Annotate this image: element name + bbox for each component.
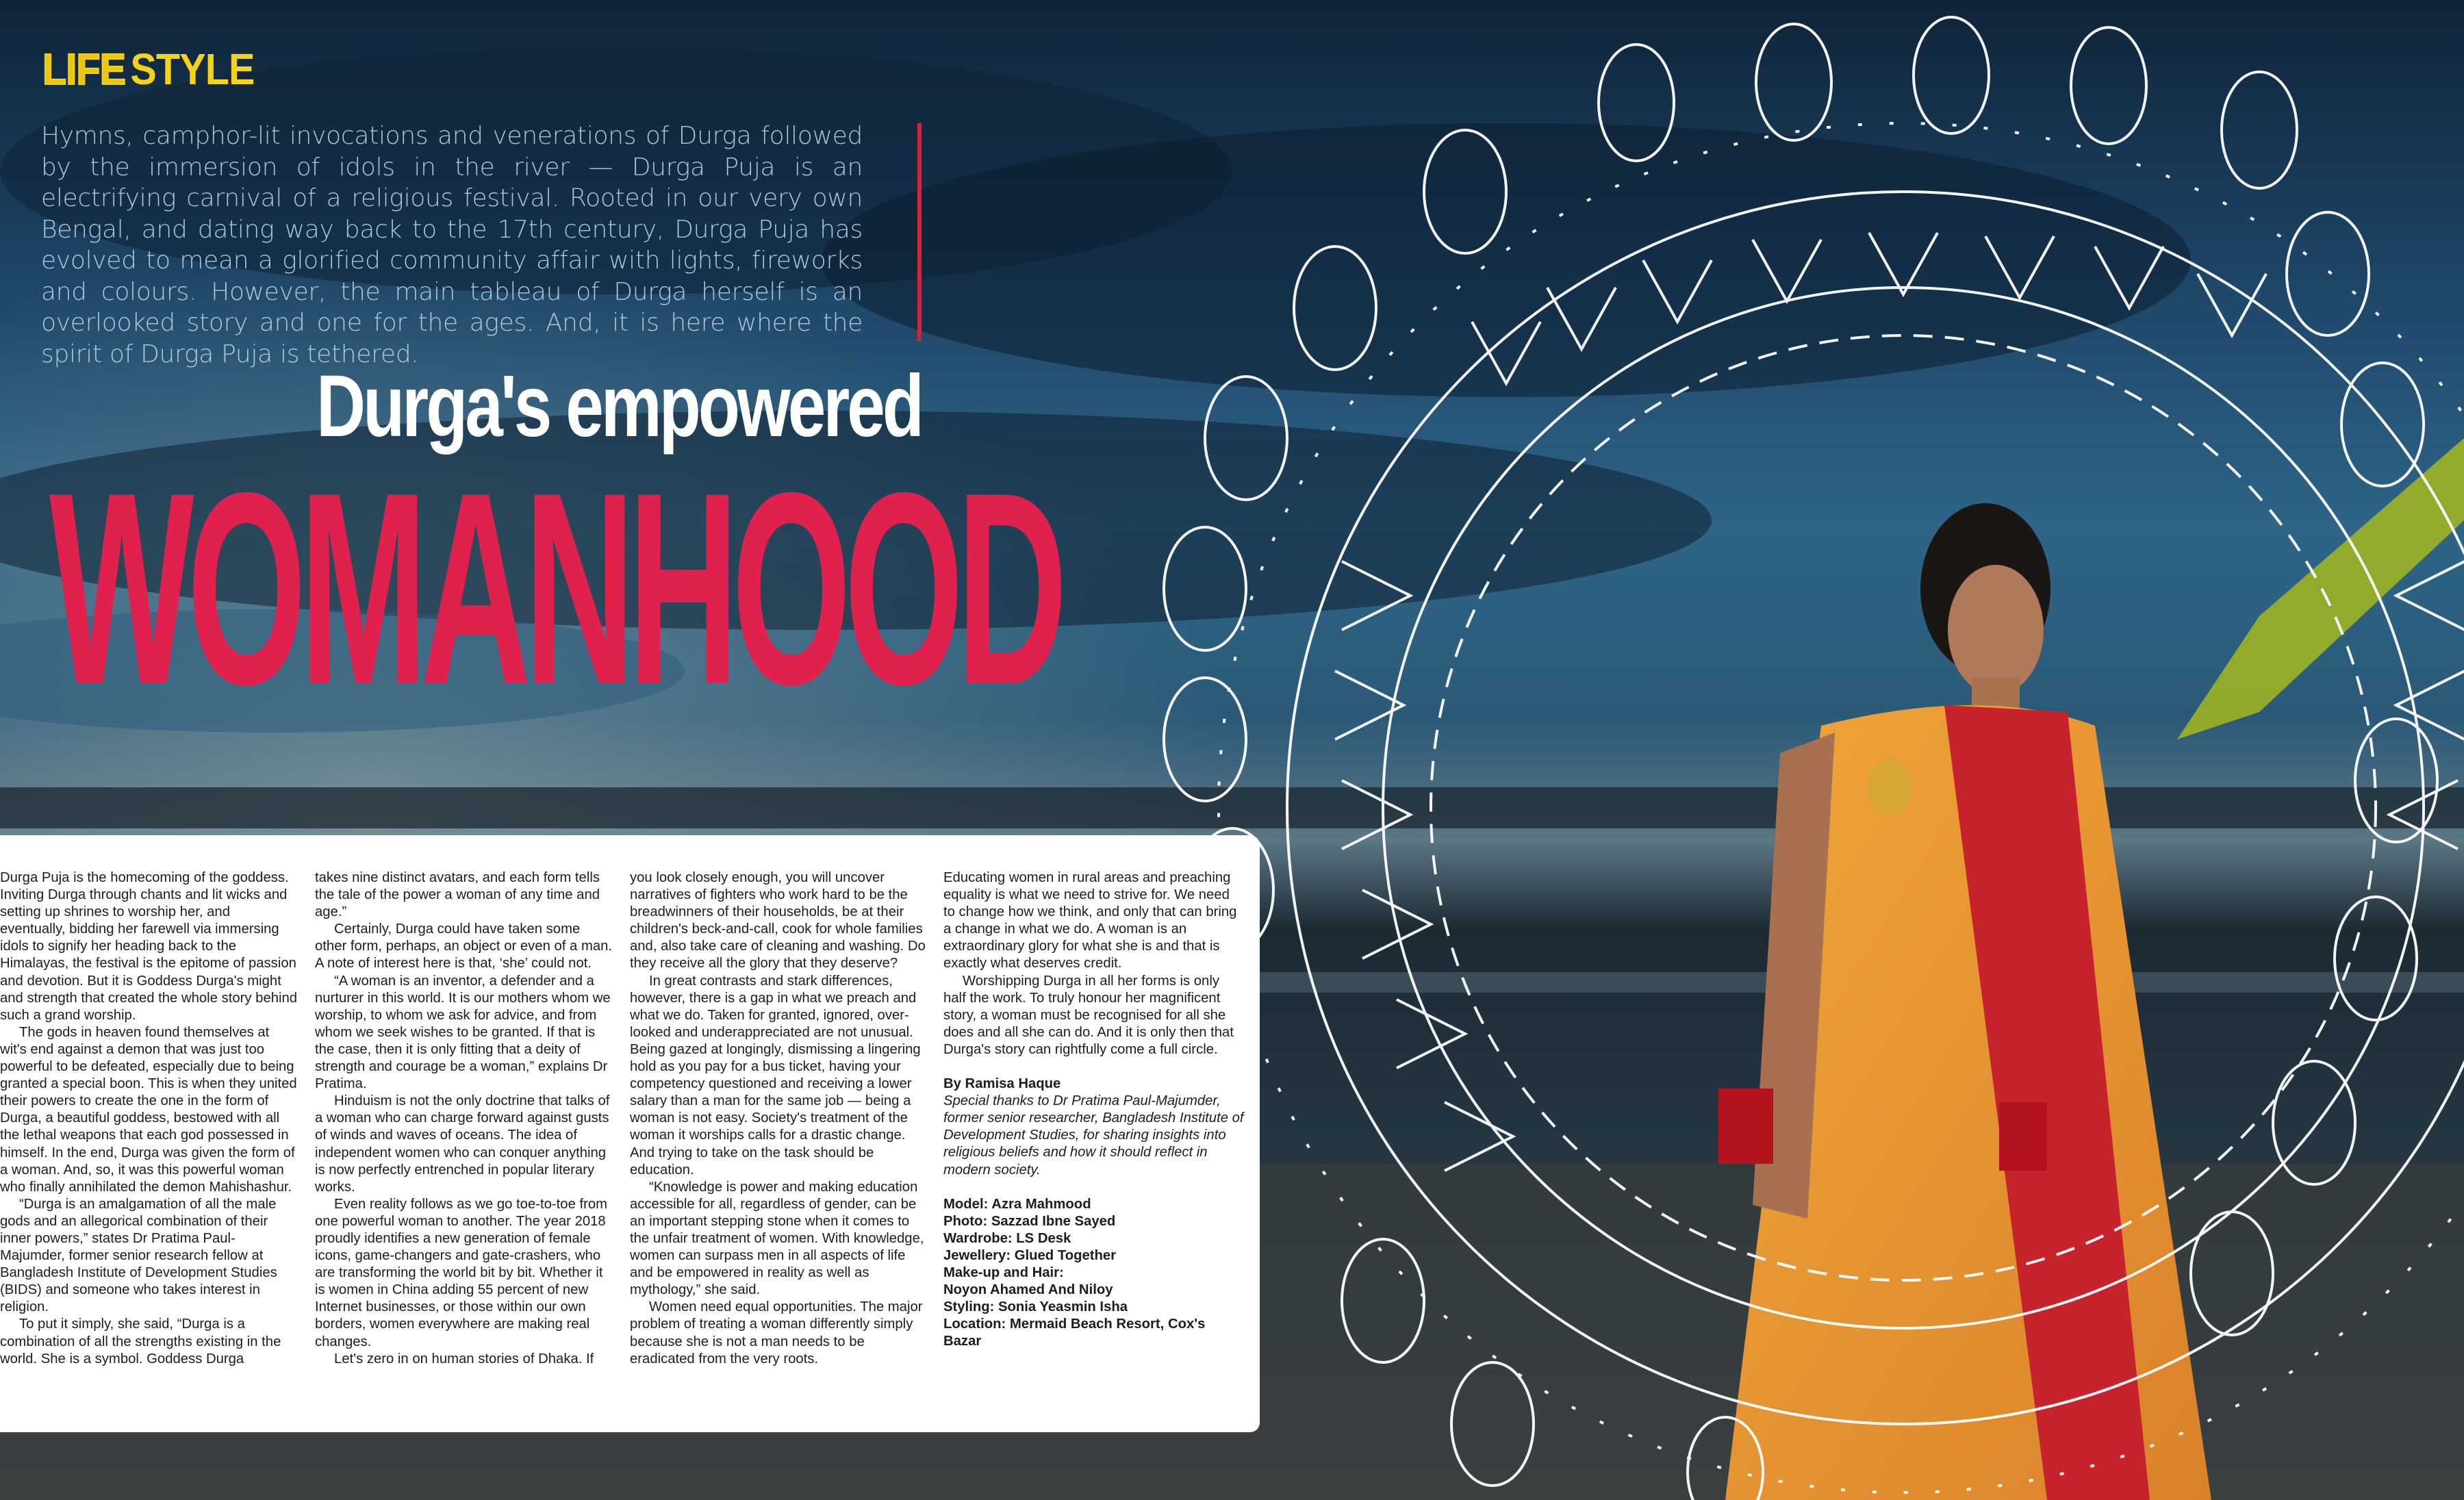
- paragraph: you look closely enough, you will uncover narratives of fighters who work hard to be the breadwinners of their households, be at their children's beck-and-call, cook for whole families and, also take care of cleaning and washing. Do they receive all the glory that they deserve?: [630, 870, 926, 971]
- article-column-2: [315, 869, 613, 1368]
- article-column-4: [943, 869, 1245, 1350]
- author-byline: By Ramisa Haque: [943, 1076, 1061, 1092]
- article-column-3: [630, 869, 928, 1368]
- photo-credits: [943, 1196, 1245, 1351]
- paragraph: “Knowledge is power and making education accessible for all, regardless of gender, can be an important stepping stone when it comes to the unfair treatment of women. With knowledge, women can surpass men in all aspects of life and be empowered in reality as well as mythology,” she said.: [630, 1179, 924, 1298]
- paragraph: Certainly, Durga could have taken some other form, perhaps, an object or even of a man. A note of interest here is that, ‘she’ could not.: [315, 921, 613, 971]
- paragraph: Even reality follows as we go toe-to-toe from one powerful woman to another. The year 2018 proudly identifies a new generation of female icons, game-changers and gate-crashers, who are transforming the world bit by bit. Whether it is women in China adding 55 percent of new Internet businesses, or those within our own borders, women everywhere are making real changes.: [315, 1196, 608, 1349]
- credit-line: Wardrobe: LS Desk: [943, 1230, 1071, 1246]
- intro-vertical-rule: [917, 123, 922, 341]
- intro-paragraph: Hymns, camphor-lit invocations and venerations of Durga followed by the immersion of idols in the river — Durga Puja is an electrifying carnival of a religious festival. Rooted in our very own Bengal, and dating way back to the 17th century, Durga Puja has evolved to mean a glorified community affair with lights, fireworks and colours. However, the main tableau of Durga herself is an overlooked story and one for the ages. And, it is here where the spirit of Durga Puja is tethered.: [41, 122, 863, 368]
- article-column-1: [0, 869, 299, 1368]
- acknowledgement: Special thanks to Dr Pratima Paul-Majumder, former senior researcher, Bangladesh Institute of Development Studies, for sharing insights into religious beliefs and how it should reflect in modern society.: [943, 1093, 1244, 1178]
- paragraph: Hinduism is not the only doctrine that talks of a woman who can charge forward against gusts of winds and waves of oceans. The idea of independent women who can conquer anything is now perfectly entrenched in popular literary works.: [315, 1093, 610, 1195]
- headline-line-2: WOMANHOOD: [49, 435, 1061, 741]
- paragraph: Women need equal opportunities. The major problem of treating a woman differently simply because she is not a man needs to be eradicated from the very roots.: [630, 1299, 923, 1366]
- credit-line: Jewellery: Glued Together: [943, 1247, 1117, 1263]
- paragraph: “Durga is an amalgamation of all the male gods and an allegorical combination of their inner powers,” states Dr Pratima Paul-Majumder, former senior research fellow at Bangladesh Institute of Development Studies (BIDS) and someone who takes interest in religion.: [0, 1196, 277, 1315]
- paragraph: takes nine distinct avatars, and each form tells the tale of the power a woman of any time and age.”: [315, 870, 600, 920]
- credit-line: Make-up and Hair:: [943, 1264, 1064, 1280]
- paragraph: Worshipping Durga in all her forms is only half the work. To truly honour her magnificent story, a woman must be recognised for all she does and all she can do. And it is only then that Durga's story can rightfully come a full circle.: [943, 973, 1234, 1057]
- paragraph: To put it simply, she said, “Durga is a combination of all the strengths existing in the world. She is a symbol. Goddess Durga: [0, 1317, 281, 1366]
- paragraph: Educating women in rural areas and preaching equality is what we need to strive for. We need to change how we think, and only that can bring a change in what we do. A woman is an extraordinary glory for what she is and that is exactly what deserves credit.: [943, 870, 1237, 971]
- paragraph: Durga Puja is the homecoming of the goddess. Inviting Durga through chants and lit wicks and setting up shrines to worship her, and eventually, bidding her farewell via immersing idols to signify her heading back to the Himalayas, the festival is the epitome of passion and devotion. But it is Goddess Durga's might and strength that created the whole story behind such a grand worship.: [0, 870, 298, 1023]
- paragraph: “A woman is an inventor, a defender and a nurturer in this world. It is our mothers whom we worship, to whom we ask for advice, and from whom we seek wishes to be granted. If that is the case, then it is only fitting that a deity of strength and courage be a woman,” explains Dr Pratima.: [315, 973, 611, 1092]
- credit-line: Styling: Sonia Yeasmin Isha: [943, 1299, 1128, 1315]
- credit-line: Photo: Sazzad Ibne Sayed: [943, 1213, 1116, 1229]
- paragraph: The gods in heaven found themselves at wit's end against a demon that was just too powerful to be defeated, especially due to being granted a special boon. This is when they united their powers to create the one in the form of Durga, a beautiful goddess, bestowed with all the lethal weapons that each god possessed in himself. In the end, Durga was given the form of a woman. And, so, it was this powerful woman who finally annihilated the demon Mahishashur.: [0, 1024, 297, 1195]
- paragraph: In great contrasts and stark differences, however, there is a gap in what we preach and what we do. Taken for granted, ignored, over-looked and underappreciated are not unusual. Being gazed at longingly, dismissing a lingering hold as you pay for a bus ticket, having your competency questioned and receiving a lower salary than a man for the same job — being a woman is not easy. Society's treatment of the woman it worships calls for a drastic change. And trying to take on the task should be education.: [630, 973, 921, 1178]
- section-label: [42, 44, 255, 94]
- credit-line: Location: Mermaid Beach Resort, Cox's Bazar: [943, 1317, 1206, 1349]
- paragraph: Let's zero in on human stories of Dhaka. If: [334, 1351, 594, 1366]
- section-label-style: STYLE: [130, 45, 255, 94]
- credit-line: Noyon Ahamed And Niloy: [943, 1282, 1113, 1298]
- headline-line-1: Durga's empowered: [316, 357, 922, 455]
- credit-line: Model: Azra Mahmood: [943, 1196, 1091, 1212]
- section-label-life: LIFE: [42, 45, 126, 94]
